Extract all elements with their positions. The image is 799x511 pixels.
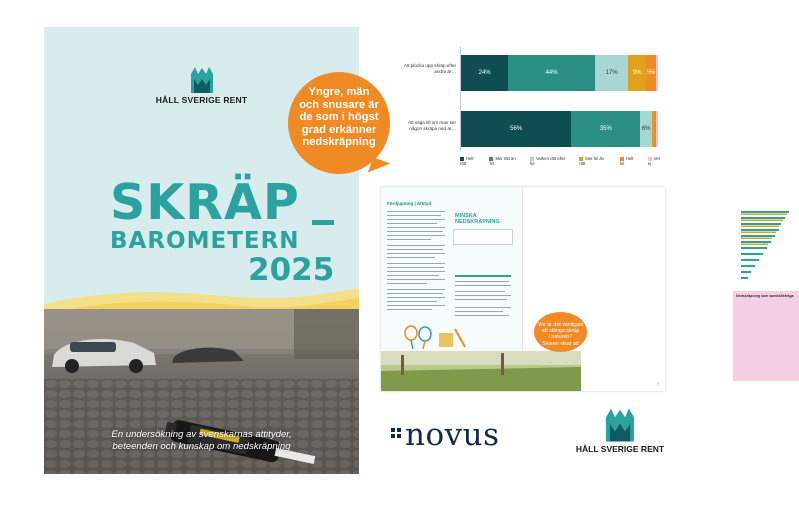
- legend-swatch: [648, 157, 652, 161]
- hsr-logo-text: HÅLL SVERIGE RENT: [575, 444, 665, 454]
- legend-item: Vet ej: [647, 156, 660, 166]
- spread-bar-chart: [741, 211, 797, 291]
- bar-value-label: 6%: [641, 126, 651, 132]
- stacked-bar-0: [461, 55, 658, 91]
- grass-photo-strip: [381, 351, 665, 391]
- title-dash: [312, 220, 334, 225]
- legend-item: Helt fel: [619, 156, 634, 166]
- spread-speech-bubble: Var är det vanligast att slänga skräp i naturen? Svaren visar att: [534, 312, 587, 352]
- bar-segment-1-1: [571, 111, 640, 147]
- section-tag: Fördjupning | Attityd: [387, 201, 432, 206]
- report-spread-preview: [381, 187, 794, 391]
- bar-segment-1-2: [640, 111, 652, 147]
- bar-value-label: 56%: [510, 126, 523, 132]
- question-box: [453, 229, 513, 245]
- bar-segment-0-4: [646, 55, 656, 91]
- legend-swatch: [530, 157, 534, 161]
- crown-logo-icon: [191, 67, 213, 93]
- legend-item: Mer rätt än fel: [489, 156, 516, 166]
- stacked-bar-1: [461, 111, 658, 147]
- legend-swatch: [460, 157, 464, 161]
- page-number-right: 9: [657, 382, 659, 386]
- cover-logo-text: HÅLL SVERIGE RENT: [155, 95, 248, 105]
- cover-title-barometern: BAROMETERN: [110, 228, 300, 254]
- paint-can-illustration: [437, 327, 467, 349]
- legend-item: Helt rätt: [460, 156, 474, 166]
- highlight-speech-bubble: Yngre, män och snusare är de som i högst grad erkänner nedskräpning: [288, 72, 390, 174]
- legend-item: Varken rätt eller fel: [529, 156, 566, 166]
- bar-segment-0-5: [656, 55, 658, 91]
- legend-swatch: [579, 157, 583, 161]
- novus-dots-icon: [391, 428, 403, 450]
- bar-value-label: 9%: [632, 70, 642, 76]
- cover-title-skrap: SKRÄP: [110, 174, 300, 231]
- cover-year: 2025: [248, 252, 335, 288]
- bar-value-label: 24%: [478, 70, 491, 76]
- bar-value-label: 5%: [646, 70, 656, 76]
- legend-swatch: [489, 157, 493, 161]
- bar-segment-1-0: [461, 111, 571, 147]
- bar-segment-0-2: [595, 55, 628, 91]
- cover-subtitle: En undersökning av svenskarnas attityder, beteenden och kunskap om nedskräpning: [111, 429, 292, 452]
- info-box-pink: Nedskräpning som samhällsfråga: [733, 291, 799, 381]
- bar-segment-1-5: [656, 111, 658, 147]
- novus-logo: novus: [405, 417, 500, 453]
- hall-sverige-rent-logo-bottom: [565, 408, 675, 454]
- crown-logo-icon: [606, 408, 634, 442]
- chart-legend: [460, 156, 664, 166]
- bar-label-1: Att säga till om man ser någon skräpa ned är…: [408, 120, 456, 131]
- bar-value-label: 17%: [605, 70, 618, 76]
- bar-segment-0-3: [628, 55, 646, 91]
- bar-segment-0-0: [461, 55, 508, 91]
- legend-swatch: [620, 157, 624, 161]
- chapter-title: MINSKA NEDSKRÄPNING: [455, 213, 500, 225]
- legend-item: Mer fel än rätt: [579, 156, 604, 166]
- bar-label-0: Att plocka upp skräp efter andra är…: [403, 63, 456, 74]
- bar-segment-0-1: [508, 55, 595, 91]
- bar-value-label: 35%: [599, 126, 612, 132]
- attitude-stacked-bar-chart: [398, 43, 664, 165]
- bar-value-label: 44%: [545, 70, 558, 76]
